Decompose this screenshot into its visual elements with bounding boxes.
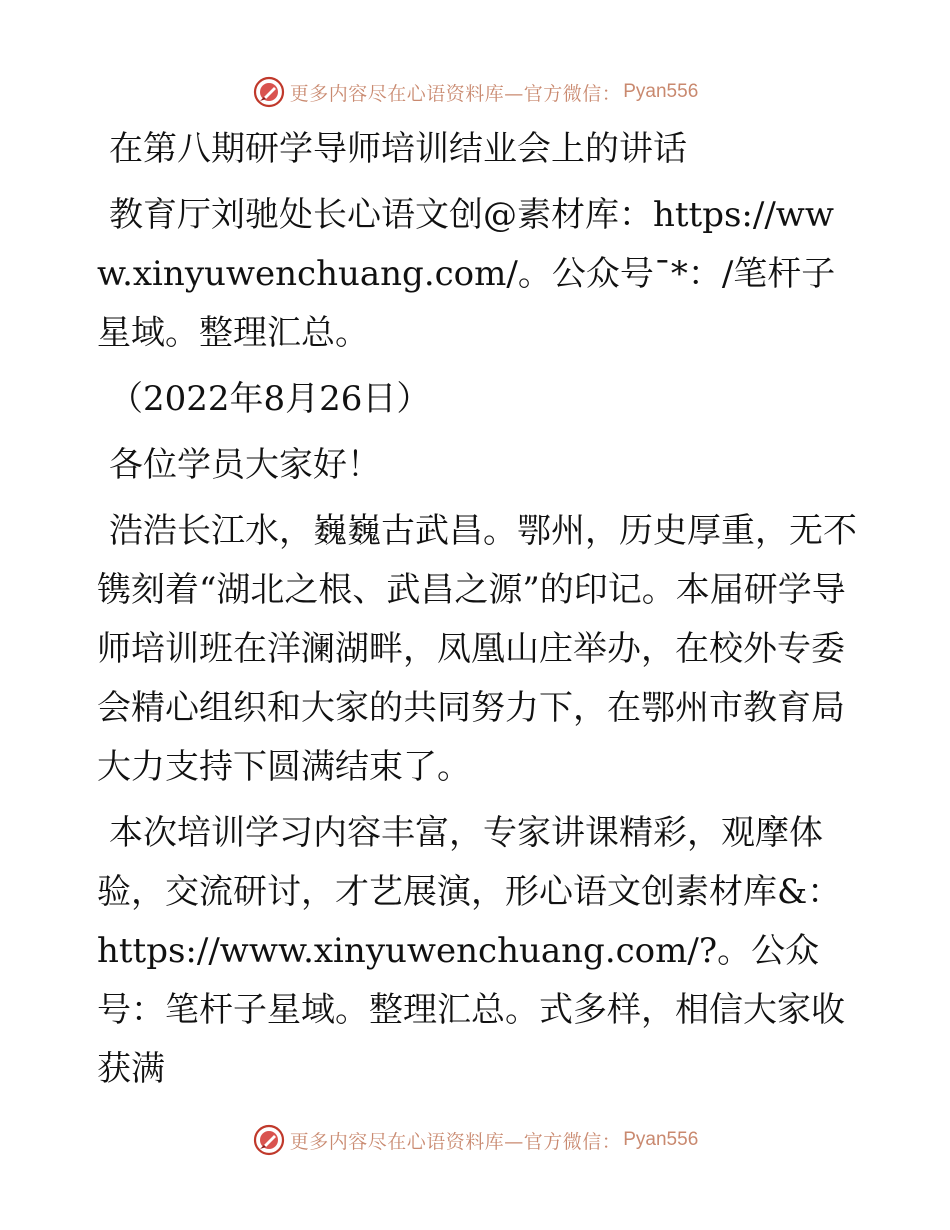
paragraph-1: 浩浩长江水，巍巍古武昌。鄂州，历史厚重，无不镌刻着“湖北之根、武昌之源”的印记。本届研学导师培训班在洋澜湖畔，凤凰山庄举办，在校外专委会精心组织和大家的共同努力下，在鄂州市教育局大力支持下圆满结束了。 <box>97 511 857 787</box>
watermark-text: 更多内容尽在心语资料库—官方微信： <box>289 1130 622 1153</box>
watermark-contact: Pyan556 <box>623 1129 699 1150</box>
watermark-contact: Pyan556 <box>623 81 699 102</box>
document-body <box>97 120 857 1106</box>
pen-nib-logo-icon <box>252 1123 286 1157</box>
watermark-text: 更多内容尽在心语资料库—官方微信： <box>289 82 622 105</box>
watermark-banner-top <box>0 72 950 112</box>
author-line: 教育厅刘驰处长心语文创@素材库：https://www.xinyuwenchuang.com/。公众号¯*：/笔杆子星域。整理汇总。 <box>97 195 836 353</box>
document-date: （2022年8月26日） <box>109 379 431 419</box>
greeting: 各位学员大家好！ <box>109 445 381 485</box>
pen-nib-logo-icon <box>252 75 286 109</box>
document-title: 在第八期研学导师培训结业会上的讲话 <box>109 129 687 169</box>
watermark-banner-bottom <box>0 1120 950 1160</box>
paragraph-2: 本次培训学习内容丰富，专家讲课精彩，观摩体验，交流研讨，才艺展演，形心语文创素材库&：https://www.xinyuwenchuang.com/?。公众号：笔杆子星域。整理汇总。式多样，相信大家收获满 <box>97 813 845 1089</box>
